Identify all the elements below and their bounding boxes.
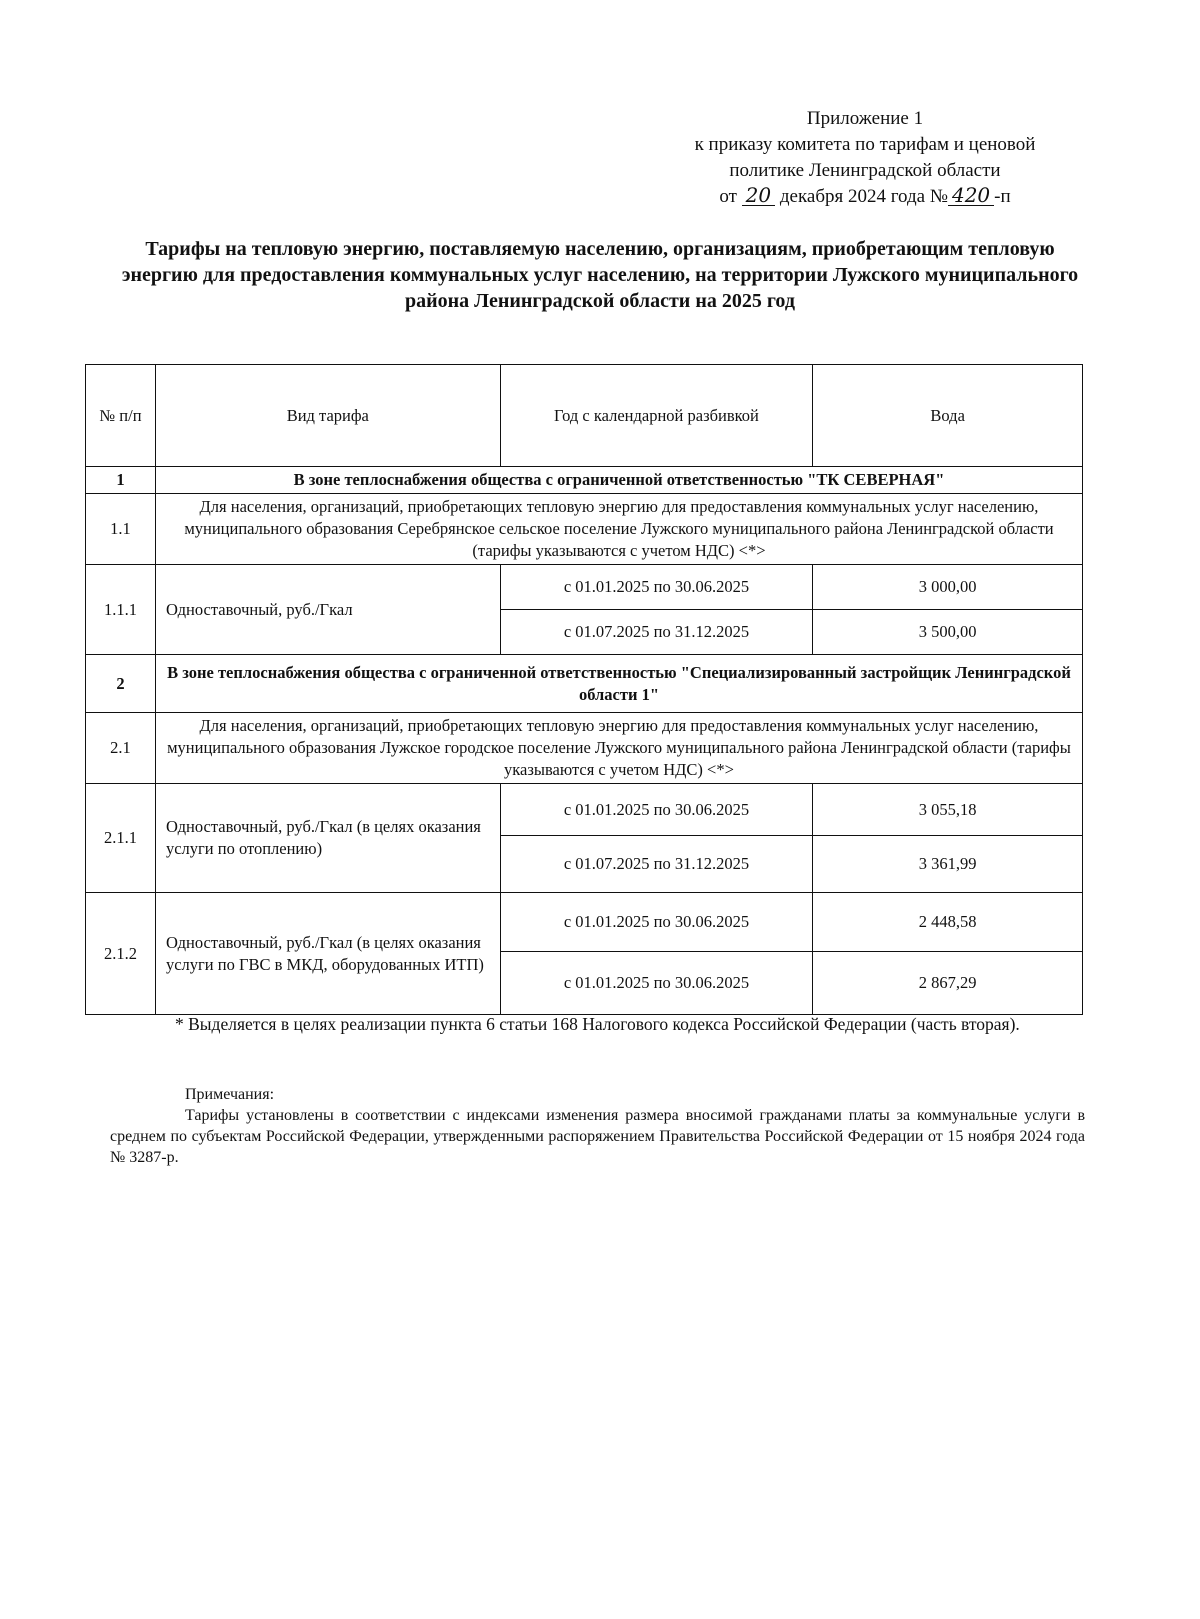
row-num: 1 bbox=[86, 467, 156, 494]
date-middle: декабря 2024 года № bbox=[779, 186, 948, 207]
footnote bbox=[110, 1012, 1085, 1036]
header-period: Год с календарной разбивкой bbox=[500, 365, 813, 467]
period: с 01.01.2025 по 30.06.2025 bbox=[500, 952, 813, 1015]
subsection-row bbox=[86, 713, 1083, 784]
tariff-value: 3 000,00 bbox=[813, 565, 1083, 610]
handwritten-number: 420 bbox=[948, 185, 994, 206]
row-num: 2 bbox=[86, 655, 156, 713]
section-text: В зоне теплоснабжения общества с ограниченной ответственностью "Специализированный застройщик Ленинградской области 1" bbox=[155, 655, 1082, 713]
notes-text: Тарифы установлены в соответствии с индексами изменения размера вносимой гражданами платы за коммунальные услуги в среднем по субъектам Российской Федерации, утвержденными распоряжением Правительства Российской Федерации от 15 ноября 2024 года № 3287-р. bbox=[110, 1107, 1085, 1166]
tariff-value: 2 448,58 bbox=[813, 893, 1083, 952]
header-water: Вода bbox=[813, 365, 1083, 467]
footnote-text: * Выделяется в целях реализации пункта 6 статьи 168 Налогового кодекса Российской Федерации (часть вторая). bbox=[175, 1014, 1020, 1034]
annex-line-3: политике Ленинградской области bbox=[729, 160, 1001, 181]
subsection-text: Для населения, организаций, приобретающих тепловую энергию для предоставления коммунальных услуг населению, муниципального образования Серебрянское сельское поселение Лужского муниципального района Ленинградской области (тарифы указываются с учетом НДС) <*> bbox=[155, 494, 1082, 565]
section-row bbox=[86, 655, 1083, 713]
tariff-type: Одноставочный, руб./Гкал (в целях оказания услуги по отоплению) bbox=[155, 784, 500, 893]
table-row bbox=[86, 893, 1083, 952]
row-num: 1.1.1 bbox=[86, 565, 156, 655]
notes bbox=[110, 1084, 1085, 1168]
tariff-table bbox=[85, 364, 1083, 1015]
table-row bbox=[86, 784, 1083, 836]
row-num: 2.1.2 bbox=[86, 893, 156, 1015]
period: с 01.01.2025 по 30.06.2025 bbox=[500, 893, 813, 952]
period: с 01.07.2025 по 31.12.2025 bbox=[500, 836, 813, 893]
header-type: Вид тарифа bbox=[155, 365, 500, 467]
document-title: Тарифы на тепловую энергию, поставляемую населению, организациям, приобретающим тепловую энергию для предоставления коммунальных услуг населению, на территории Лужского муниципального района Ленинградской области на 2025 год bbox=[121, 238, 1079, 312]
annex-line-1: Приложение 1 bbox=[806, 108, 924, 129]
tariff-type: Одноставочный, руб./Гкал (в целях оказания услуги по ГВС в МКД, оборудованных ИТП) bbox=[155, 893, 500, 1015]
tariff-value: 3 361,99 bbox=[813, 836, 1083, 893]
row-num: 1.1 bbox=[86, 494, 156, 565]
annex-date-line bbox=[640, 184, 1090, 210]
tariff-value: 3 055,18 bbox=[813, 784, 1083, 836]
row-num: 2.1 bbox=[86, 713, 156, 784]
tariff-value: 2 867,29 bbox=[813, 952, 1083, 1015]
subsection-text: Для населения, организаций, приобретающих тепловую энергию для предоставления коммунальных услуг населению, муниципального образования Лужское городское поселение Лужского муниципального района Ленинградской области (тарифы указываются с учетом НДС) <*> bbox=[155, 713, 1082, 784]
tariff-type: Одноставочный, руб./Гкал bbox=[155, 565, 500, 655]
row-num: 2.1.1 bbox=[86, 784, 156, 893]
date-prefix: от bbox=[719, 186, 737, 207]
period: с 01.07.2025 по 31.12.2025 bbox=[500, 610, 813, 655]
annex-line-2: к приказу комитета по тарифам и ценовой bbox=[694, 134, 1036, 155]
tariff-value: 3 500,00 bbox=[813, 610, 1083, 655]
section-row bbox=[86, 467, 1083, 494]
annex-header bbox=[640, 106, 1090, 210]
header-num: № п/п bbox=[86, 365, 156, 467]
table-header-row bbox=[86, 365, 1083, 467]
notes-heading: Примечания: bbox=[185, 1086, 275, 1103]
subsection-row bbox=[86, 494, 1083, 565]
handwritten-day: 20 bbox=[742, 185, 775, 206]
number-suffix: -п bbox=[994, 186, 1011, 207]
section-text: В зоне теплоснабжения общества с ограниченной ответственностью "ТК СЕВЕРНАЯ" bbox=[155, 467, 1082, 494]
period: с 01.01.2025 по 30.06.2025 bbox=[500, 784, 813, 836]
period: с 01.01.2025 по 30.06.2025 bbox=[500, 565, 813, 610]
table-row bbox=[86, 565, 1083, 610]
